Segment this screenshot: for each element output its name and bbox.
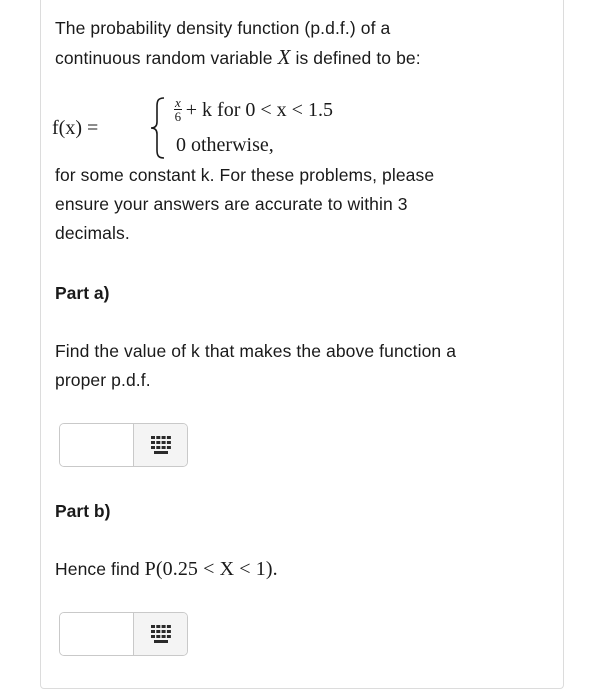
part-b-heading: Part b) (55, 501, 111, 521)
keypad-icon (151, 625, 171, 643)
part-a-answer-input[interactable] (60, 424, 133, 466)
fraction-x-over-6: $\frac{x}{6}$ (174, 95, 182, 124)
part-a-heading: Part a) (55, 283, 110, 303)
intro-text (55, 14, 525, 73)
intro-line-1: The probability density function (p.d.f.) of a (55, 18, 391, 38)
part-b-keypad-button[interactable] (133, 613, 188, 655)
description-text: for some constant k. For these problems, please ensure your answers are accurate to within 3 decimals. (55, 165, 435, 243)
probability-expression: P(0.25 < X < 1). (144, 558, 278, 580)
equation-lhs: f(x) = (52, 117, 99, 139)
part-a-answer-box (59, 423, 188, 467)
part-b-answer-box (59, 612, 188, 656)
intro-line-2: continuous random variable X is defined to be: (55, 45, 421, 69)
equation-case-2: 0 otherwise, (176, 134, 274, 156)
left-brace-icon (149, 96, 167, 160)
equation-case-1: $\frac{x}{6}$ + k for 0 < x < 1.5 (174, 95, 333, 124)
part-a-keypad-button[interactable] (133, 424, 188, 466)
part-a-question: Find the value of k that makes the above function a proper p.d.f. (55, 341, 457, 390)
part-b-answer-input[interactable] (60, 613, 133, 655)
keypad-icon (151, 436, 171, 454)
part-b-question: Hence find P(0.25 < X < 1). (55, 558, 278, 580)
pdf-equation (52, 96, 472, 166)
